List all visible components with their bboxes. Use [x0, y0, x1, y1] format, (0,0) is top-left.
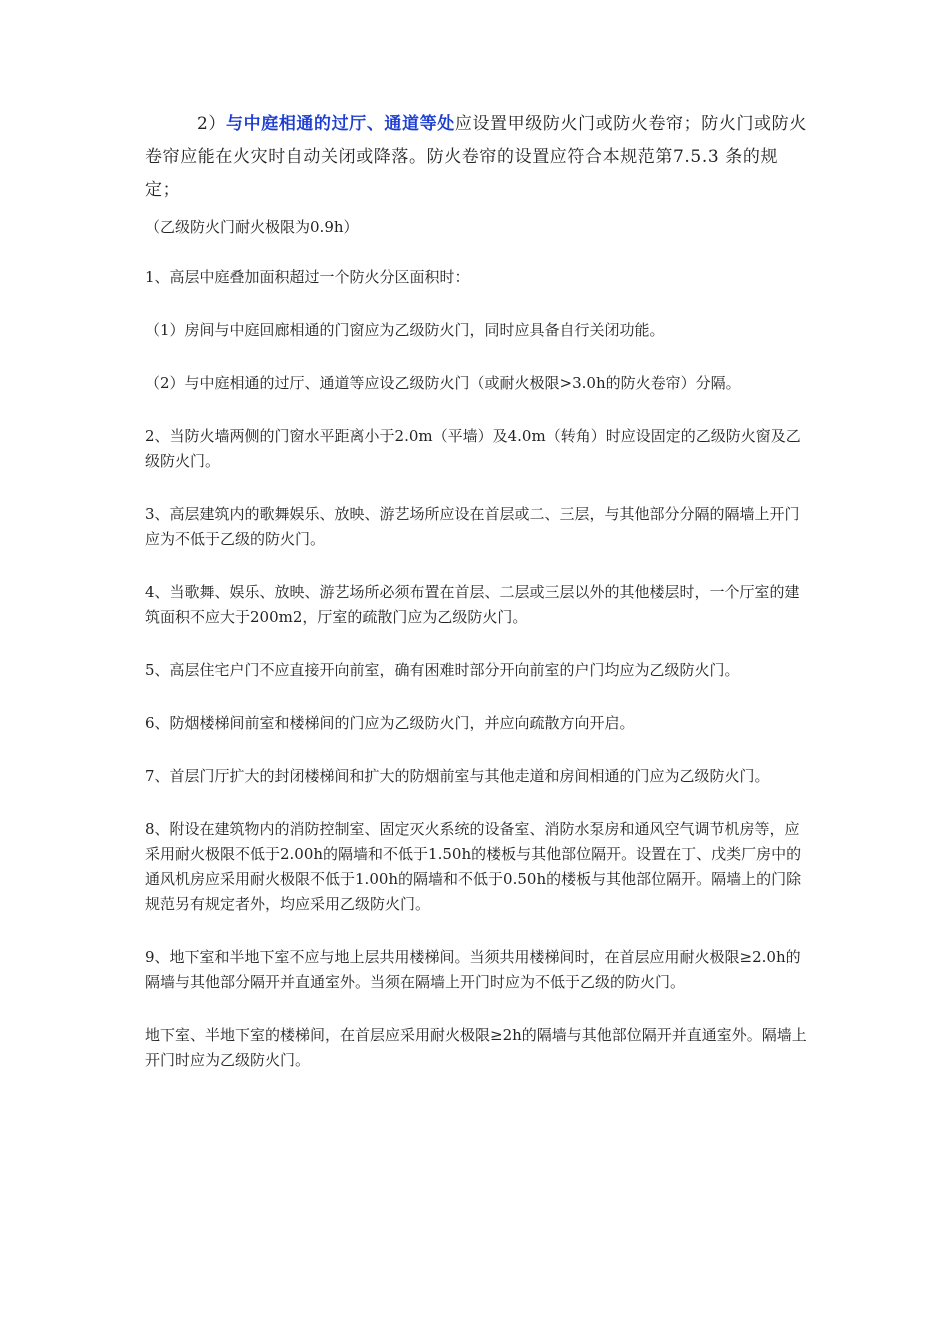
list-item: （2）与中庭相通的过厅、通道等应设乙级防火门（或耐火极限>3.0h的防火卷帘）分隔。 — [145, 374, 741, 392]
fire-rating-note: （乙级防火门耐火极限为0.9h） — [145, 218, 359, 236]
list-item: 6、防烟楼梯间前室和楼梯间的门应为乙级防火门，并应向疏散方向开启。 — [145, 714, 635, 732]
intro-highlight: 与中庭相通的过厅、通道等处 — [226, 114, 455, 134]
list-item: 4、当歌舞、娱乐、放映、游艺场所必须布置在首层、二层或三层以外的其他楼层时，一个厅室的建筑面积不应大于200m2，厅室的疏散门应为乙级防火门。 — [145, 583, 800, 626]
list-item: 8、附设在建筑物内的消防控制室、固定灭火系统的设备室、消防水泵房和通风空气调节机房等，应采用耐火极限不低于2.00h的隔墙和不低于1.50h的楼板与其他部位隔开。设置在丁、戊类厂房中的通风机房应采用耐火极限不低于1.00h的隔墙和不低于0.50h的楼板与其他部位隔开。隔墙上的门除规范另有规定者外，均应采用乙级防火门。 — [145, 820, 802, 913]
list-item: 7、首层门厅扩大的封闭楼梯间和扩大的防烟前室与其他走道和房间相通的门应为乙级防火门。 — [145, 767, 770, 785]
document-page — [145, 108, 810, 1073]
list-item: 9、地下室和半地下室不应与地上层共用楼梯间。当须共用楼梯间时，在首层应用耐火极限≥2.0h的隔墙与其他部分隔开并直通室外。当须在隔墙上开门时应为不低于乙级的防火门。 — [145, 948, 801, 991]
intro-paragraph — [145, 108, 810, 207]
list-item: 5、高层住宅户门不应直接开向前室，确有困难时部分开向前室的户门均应为乙级防火门。 — [145, 661, 740, 679]
intro-text: 应设置甲级防火门或防火卷帘；防火门或防火卷帘应能在火灾时自动关闭或降落。防火卷帘的设置应符合本规范第7.5.3 条的规定； — [145, 114, 807, 200]
list-item: 3、高层建筑内的歌舞娱乐、放映、游艺场所应设在首层或二、三层，与其他部分分隔的隔墙上开门应为不低于乙级的防火门。 — [145, 505, 800, 548]
list-item: 2、当防火墙两侧的门窗水平距离小于2.0m（平墙）及4.0m（转角）时应设固定的乙级防火窗及乙级防火门。 — [145, 427, 801, 470]
list-item: 1、高层中庭叠加面积超过一个防火分区面积时： — [145, 268, 470, 286]
intro-prefix: 2） — [197, 114, 227, 134]
list-item: 地下室、半地下室的楼梯间，在首层应采用耐火极限≥2h的隔墙与其他部位隔开并直通室外。隔墙上开门时应为乙级防火门。 — [145, 1026, 807, 1069]
list-item: （1）房间与中庭回廊相通的门窗应为乙级防火门，同时应具备自行关闭功能。 — [145, 321, 665, 339]
